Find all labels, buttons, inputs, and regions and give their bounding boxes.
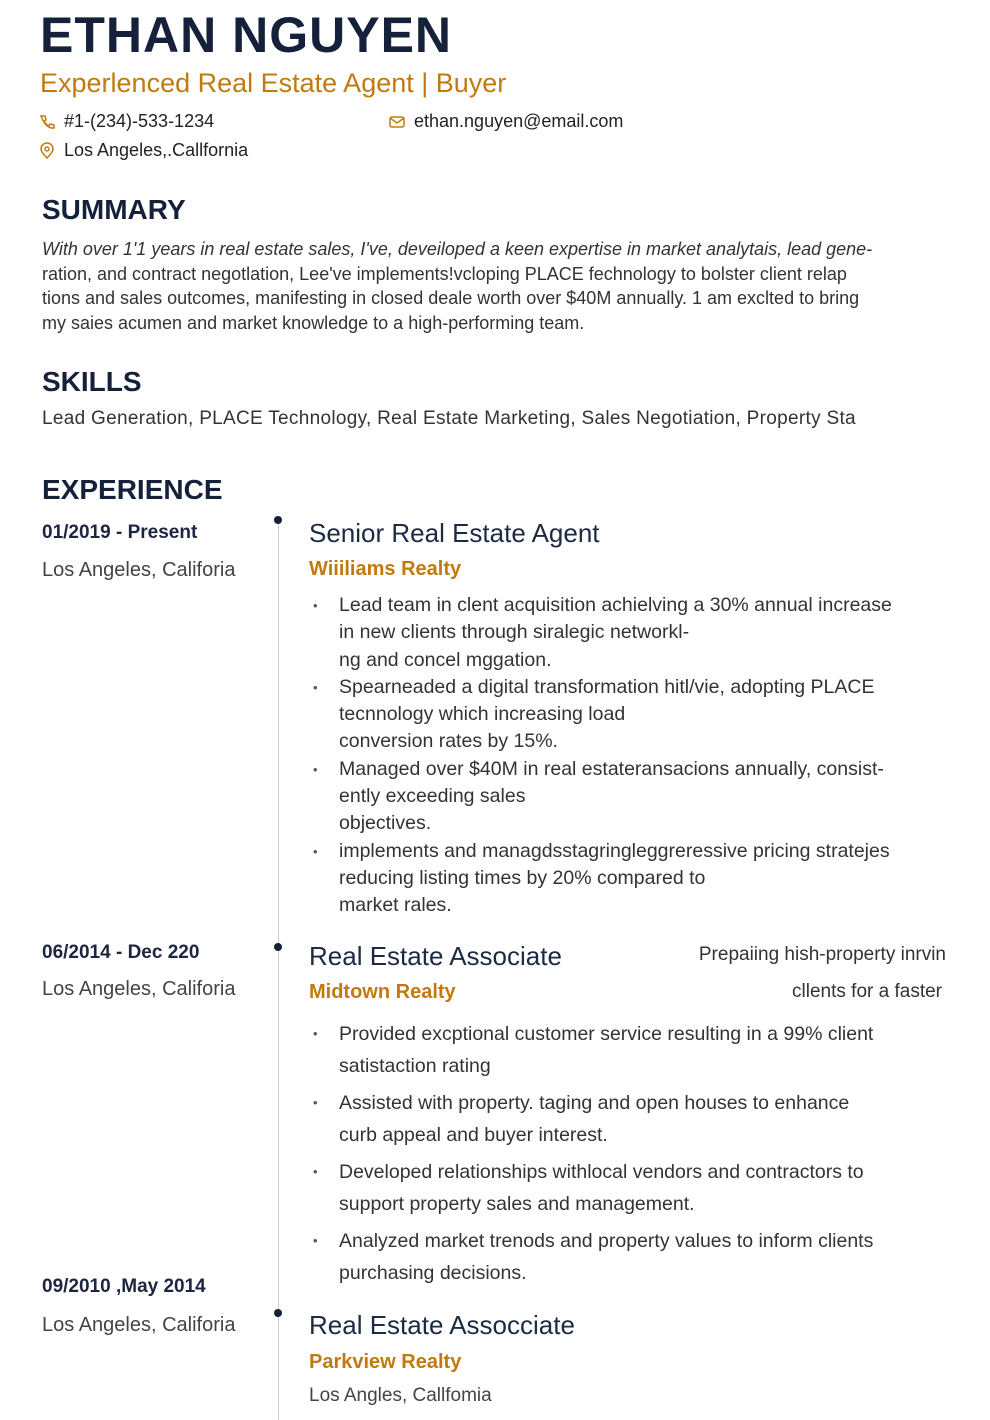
- summary-line: my saies acumen and market knowledge to a high-performing team.: [42, 312, 585, 333]
- company-name: Midtown Realty: [309, 981, 456, 1003]
- summary-text: [42, 237, 946, 335]
- job-location: Los Angeles, Califoria: [42, 559, 236, 581]
- side-note: Prepaiing hish-property inrvin: [698, 944, 946, 965]
- company-location: Los Angles, Callfomia: [309, 1385, 492, 1406]
- job-bullets: [309, 1018, 949, 1289]
- company-name: Parkview Realty: [309, 1351, 462, 1373]
- job-bullet: • Analyzed market trenods and property values to inform clients purchasing decisions.: [309, 1225, 949, 1289]
- phone-number: #1-(234)-533-1234: [64, 111, 215, 131]
- skills-heading: SKILLS: [42, 366, 142, 397]
- timeline-line: [278, 520, 279, 1420]
- job-bullet: • Assisted with property. taging and open houses to enhance curb appeal and buyer interest.: [309, 1087, 949, 1151]
- location-text: Los Angeles,.Callfornia: [64, 140, 249, 160]
- experience-heading: EXPERIENCE: [42, 474, 223, 505]
- job-bullets: [309, 592, 949, 920]
- job-bullet: • implements and managdsstagringleggreressive pricing stratejes reducing listing times by 20% compared to market rales.: [309, 838, 949, 920]
- skills-list: Lead Generation, PLACE Technology, Real Estate Marketing, Sales Negotiation, Property Sta: [42, 408, 856, 429]
- phone-contact: [38, 111, 214, 132]
- job-title: Real Estate Associate: [309, 941, 562, 971]
- job-bullet: • Lead team in clent acquisition achielving a 30% annual increase in new clients through siralegic networkl- ng and concel mggation.: [309, 592, 949, 674]
- job-location: Los Angeles, Califoria: [42, 978, 236, 1000]
- location-contact: [38, 140, 248, 161]
- job-dates: 06/2014 - Dec 220: [42, 942, 200, 963]
- job-dates: 01/2019 - Present: [42, 522, 198, 543]
- job-bullet: • Developed relationships withlocal vendors and contractors to support property sales and management.: [309, 1156, 949, 1220]
- job-title: Senior Real Estate Agent: [309, 518, 600, 548]
- summary-line: tions and sales outcomes, manifesting in closed deale worth over $40M annually. 1 am exclted to bring: [42, 288, 860, 308]
- timeline-dot: [274, 943, 282, 951]
- summary-line: With over 1'1 years in real estate sales, I've, deveiloped a keen expertise in market analytais, lead gene-: [42, 239, 873, 259]
- job-bullet: • Spearneaded a digital transformation hitl/vie, adopting PLACE tecnnology which increasing load conversion rates by 15%.: [309, 674, 949, 756]
- timeline-dot: [274, 1309, 282, 1317]
- job-location: Los Angeles, Califoria: [42, 1314, 236, 1336]
- job-dates: 09/2010 ,May 2014: [42, 1276, 206, 1297]
- email-icon: [388, 113, 406, 131]
- phone-icon: [38, 113, 56, 131]
- company-name: Wiiiliams Realty: [309, 558, 462, 580]
- summary-heading: SUMMARY: [42, 194, 186, 225]
- candidate-name: ETHAN NGUYEN: [40, 7, 453, 63]
- job-bullet: • Managed over $40M in real estateransacions annually, consist- ently exceeding sales objectives.: [309, 756, 949, 838]
- job-bullet: • Provided excptional customer service resulting in a 99% client satistaction rating: [309, 1018, 949, 1082]
- location-pin-icon: [38, 142, 56, 160]
- job-title: Real Estate Assocciate: [309, 1310, 575, 1340]
- email-contact: [388, 111, 623, 132]
- email-address[interactable]: ethan.nguyen@email.com: [414, 111, 624, 131]
- timeline-dot: [274, 516, 282, 524]
- candidate-title: Experlenced Real Estate Agent | Buyer: [40, 68, 507, 98]
- summary-line: ration, and contract negotlation, Lee've implements!vcloping PLACE fechnology to bolster client relap: [42, 263, 847, 284]
- side-note: cllents for a faster: [792, 981, 942, 1002]
